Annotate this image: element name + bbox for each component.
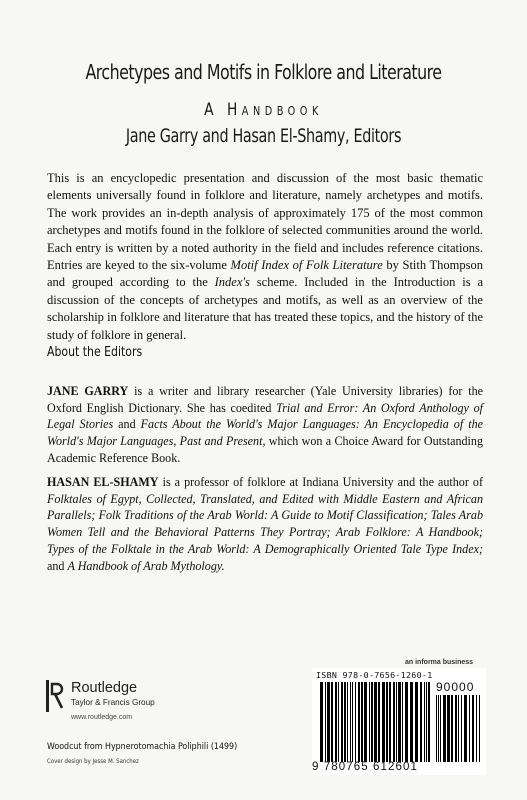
elshamy-text: is a professor of folklore at Indiana University and the author of bbox=[158, 475, 483, 489]
barcode-bar bbox=[405, 682, 408, 762]
barcode-bar bbox=[476, 695, 477, 762]
barcode-bar bbox=[396, 682, 397, 762]
barcode-bar bbox=[364, 682, 367, 762]
book-subtitle: A Handbook bbox=[204, 100, 323, 120]
elshamy-bio bbox=[47, 474, 483, 574]
barcode-bar bbox=[374, 682, 377, 762]
addon-barcode bbox=[436, 695, 482, 762]
barcode-bar bbox=[428, 682, 430, 762]
barcode-bar bbox=[424, 682, 425, 762]
barcode-bar bbox=[451, 695, 453, 762]
barcode-bar bbox=[352, 682, 353, 762]
barcode-bar bbox=[369, 682, 370, 762]
description-italic-motif-index: Motif Index of Folk Literature bbox=[230, 258, 383, 273]
price-code: 90000 bbox=[436, 680, 475, 694]
barcode-bar bbox=[338, 682, 339, 762]
barcode-bar bbox=[341, 682, 343, 762]
description-italic-index: Index's bbox=[214, 275, 250, 290]
barcode-bar bbox=[320, 682, 323, 762]
elshamy-titles-italic: Folktales of Egypt, Collected, Translated, and Edited with Middle Eastern and African Parallels; Folk Traditions of the Arab World: A Guide to Motif Classification; Tales Arab Women Tell and the Behavioral Patterns They Portray; Arab Folklore: A Handbook; Types of the Folktale in the Arab World: A Demographically Oriented Tale Type Index; bbox=[47, 491, 483, 556]
barcode-bar bbox=[378, 682, 380, 762]
book-title: Archetypes and Motifs in Folklore and Literature bbox=[85, 60, 442, 84]
editors-line: Jane Garry and Hasan El-Shamy, Editors bbox=[125, 125, 402, 147]
garry-text: which won a Choice Award for Outstanding Academic Reference Book. bbox=[47, 434, 483, 465]
elshamy-name: HASAN EL-SHAMY bbox=[47, 475, 159, 489]
elshamy-title-italic: A Handbook of Arab Mythology. bbox=[67, 558, 225, 573]
barcode-bar bbox=[371, 682, 373, 762]
barcode-bar bbox=[443, 695, 446, 762]
barcode-bar bbox=[335, 682, 337, 762]
publisher-name: Routledge bbox=[71, 680, 138, 696]
about-editors-heading: About the Editors bbox=[47, 345, 143, 360]
publisher-group: Taylor & Francis Group bbox=[71, 698, 155, 707]
barcode-bar bbox=[420, 682, 422, 762]
barcode-bar bbox=[358, 682, 360, 762]
barcode-bar bbox=[447, 695, 450, 762]
description-text: by Stith Thompson and grouped according to the bbox=[47, 258, 484, 290]
cover-design-credit: Cover design by Jesse M. Sanchez bbox=[47, 758, 139, 765]
informa-tagline: an informa business bbox=[405, 659, 474, 666]
garry-title-italic: Trial and Error: An Oxford Anthology of Legal Stories bbox=[47, 400, 483, 432]
barcode-bar bbox=[327, 682, 330, 762]
barcode-bar bbox=[350, 682, 351, 762]
barcode-bar bbox=[464, 695, 467, 762]
barcode-bar bbox=[461, 695, 462, 762]
barcode-bar bbox=[438, 695, 439, 762]
elshamy-text: and bbox=[47, 558, 68, 573]
isbn-text: ISBN 978-0-7656-1260-1 bbox=[316, 670, 433, 680]
barcode-bar bbox=[355, 682, 356, 762]
barcode-bar bbox=[344, 682, 346, 762]
garry-title-italic: Facts About the World's Major Languages: An Encyclopedia of the World's Major Languages, Past and Present, bbox=[47, 417, 483, 449]
barcode-bar bbox=[402, 682, 403, 762]
garry-name: JANE GARRY bbox=[47, 384, 129, 398]
barcode-bar bbox=[415, 682, 418, 762]
barcode-bar bbox=[393, 682, 395, 762]
barcode-bar bbox=[458, 695, 459, 762]
barcode-bar bbox=[331, 682, 333, 762]
barcode-bar bbox=[472, 695, 474, 762]
barcode-bar bbox=[386, 682, 388, 762]
barcode-bar bbox=[436, 695, 437, 762]
publisher-url: www.routledge.com bbox=[71, 714, 133, 721]
barcode-bar bbox=[347, 682, 348, 762]
routledge-r-icon bbox=[46, 680, 64, 712]
barcode-bar bbox=[382, 682, 385, 762]
barcode-bar bbox=[469, 695, 470, 762]
garry-text: and bbox=[113, 417, 141, 432]
woodcut-credit: Woodcut from Hypnerotomachia Poliphili (1499) bbox=[47, 742, 238, 752]
barcode-bar bbox=[361, 682, 363, 762]
book-description bbox=[47, 170, 483, 344]
garry-bio bbox=[47, 383, 483, 467]
barcode-bar bbox=[479, 695, 480, 762]
barcode-bar bbox=[440, 695, 441, 762]
barcode-bar bbox=[389, 682, 391, 762]
barcode-bar bbox=[325, 682, 326, 762]
barcode-bar bbox=[398, 682, 401, 762]
barcode-bar bbox=[410, 682, 413, 762]
barcode-box bbox=[312, 668, 486, 775]
garry-text: is a writer and library researcher (Yale University libraries) for the Oxford English Dictionary. She has coedited bbox=[47, 384, 483, 415]
barcode-digits: 9 780765 612601 bbox=[312, 761, 419, 773]
description-text: This is an encyclopedic presentation and discussion of the most basic thematic elements universally found in folklore and literature, namely archetypes and motifs. The work provides an in-depth analysis of approximately 175 of the most common archetypes and motifs found in the folklore of selected communities around the world. Each entry is written by a noted authority in the field and includes reference citations. Entries are keyed to the six-volume bbox=[47, 171, 483, 273]
barcode-bar bbox=[455, 695, 457, 762]
description-text: scheme. Included in the Introduction is a discussion of the concepts of archetypes and motifs, as well as an overview of the scholarship in folklore and literature that has treated these topics, and the history of the study of folklore in general. bbox=[47, 275, 483, 342]
barcode-bar bbox=[426, 682, 427, 762]
ean-barcode bbox=[320, 682, 430, 762]
